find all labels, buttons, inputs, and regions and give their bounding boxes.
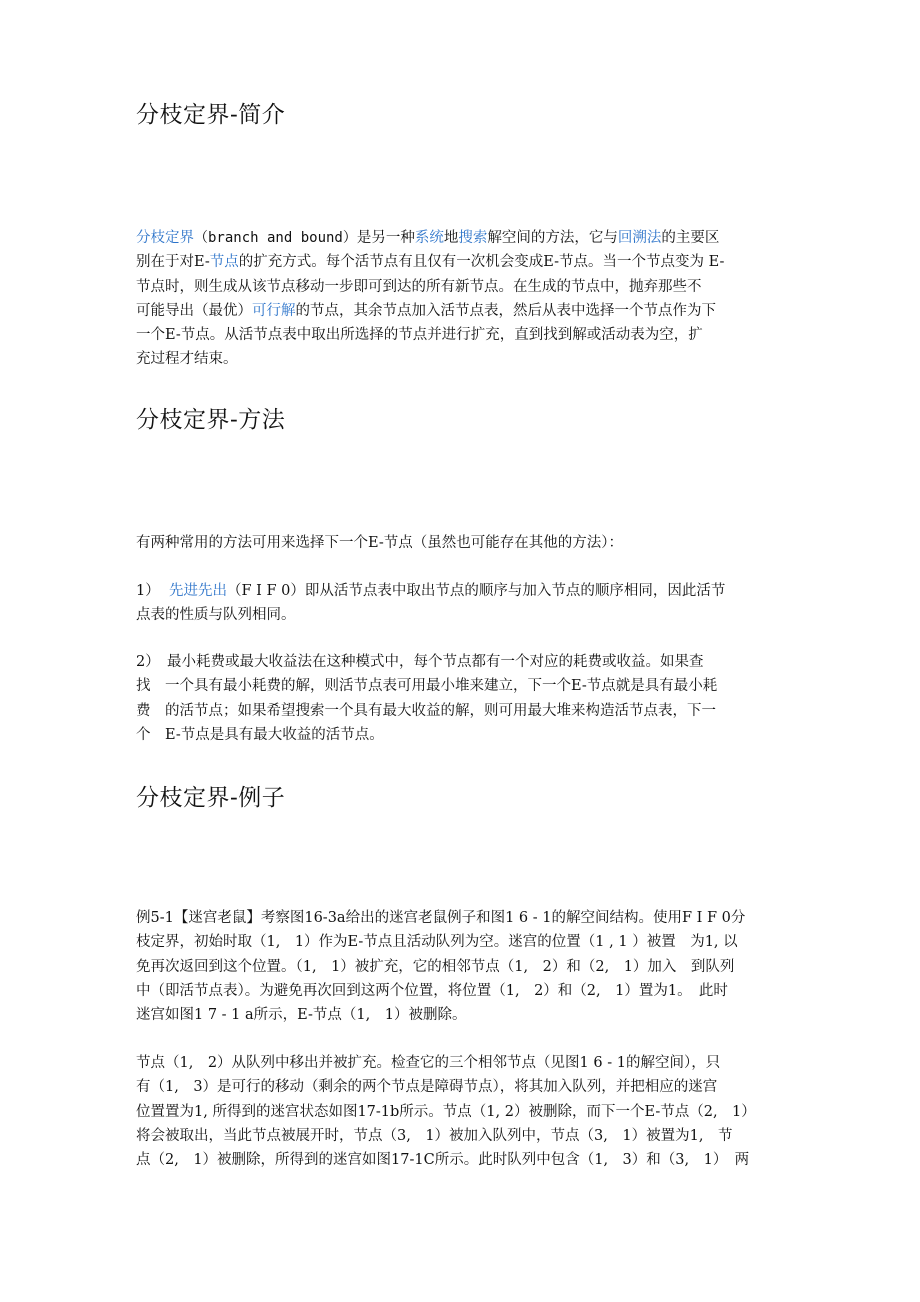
example2-line-3: 位置置为1, 所得到的迷宫状态如图17-1b所示。节点（1, 2）被删除，而下一个E-节点（2, 1） bbox=[136, 1103, 756, 1120]
example-paragraph-2 bbox=[136, 1051, 796, 1172]
text-segment: 地 bbox=[443, 230, 459, 246]
example1-line-5: 迷宫如图1 7 - 1 a所示，E-节点（1, 1）被删除。 bbox=[136, 1007, 467, 1024]
example-paragraph-1 bbox=[136, 906, 796, 1027]
example1-line-2: 枝定界，初始时取（1, 1）作为E-节点且活动队列为空。迷宫的位置（1 , 1 ）被置 为1, 以 bbox=[136, 934, 738, 951]
intro-line-3: 节点时，则生成从该节点移动一步即可到达的所有新节点。在生成的节点中，抛弃那些不 bbox=[136, 278, 702, 295]
example2-line-4: 将会被取出，当此节点被展开时，节点（3, 1）被加入队列中，节点（3, 1）被置为1, 节 bbox=[136, 1127, 733, 1144]
least-cost-line-1: 2） 最小耗费或最大收益法在这种模式中，每个节点都有一个对应的耗费或收益。如果查 bbox=[136, 654, 704, 670]
text-segment: （F I F 0）即从活节点表中取出节点的顺序与加入节点的顺序相同，因此活节 bbox=[226, 583, 726, 599]
least-cost-line-4: 个 E-节点是具有最大收益的活节点。 bbox=[136, 726, 384, 743]
intro-line-1 bbox=[136, 226, 796, 250]
section-title-method: 分枝定界-方法 bbox=[136, 407, 286, 433]
example2-line-5: 点（2, 1）被删除，所得到的迷宫如图17-1C所示。此时队列中包含（1, 3）和（3, 1） 两 bbox=[136, 1152, 750, 1169]
text-segment: 解空间的方法，它与 bbox=[487, 230, 618, 246]
method-paragraph-fifo bbox=[136, 579, 796, 628]
intro-line-4 bbox=[136, 299, 796, 323]
example2-line-1: 节点（1, 2）从队列中移出并被扩充。检查它的三个相邻节点（见图1 6 - 1的解空间），只 bbox=[136, 1055, 721, 1071]
intro-line-6: 充过程才结束。 bbox=[136, 351, 238, 368]
intro-paragraph bbox=[136, 226, 796, 372]
method-paragraph-1 bbox=[136, 531, 796, 555]
method-paragraph-least-cost bbox=[136, 650, 796, 747]
method-line-1: 有两种常用的方法可用来选择下一个E-节点（虽然也可能存在其他的方法）： bbox=[136, 535, 624, 551]
link-search[interactable]: 搜索 bbox=[458, 230, 488, 246]
text-segment: 的主要区 bbox=[661, 230, 720, 246]
text-segment: 别在于对E- bbox=[136, 254, 210, 271]
example2-line-2: 有（1, 3）是可行的移动（剩余的两个节点是障碍节点），将其加入队列，并把相应的迷宫 bbox=[136, 1079, 718, 1096]
list-number: 1） bbox=[136, 583, 160, 599]
example1-line-1: 例5-1【迷宫老鼠】考察图16-3a给出的迷宫老鼠例子和图1 6 - 1的解空间结构。使用F I F 0分 bbox=[136, 910, 746, 926]
text-segment: 是另一种 bbox=[356, 230, 415, 246]
example1-line-4: 中（即活节点表）。为避免再次回到这两个位置，将位置（1, 2）和（2, 1）置为1。 此时 bbox=[136, 982, 728, 999]
text-segment: 的节点，其余节点加入活节点表，然后从表中选择一个节点作为下 bbox=[295, 302, 716, 319]
link-branch-and-bound[interactable]: 分枝定界 bbox=[136, 230, 194, 246]
fifo-line-1 bbox=[136, 579, 796, 603]
text-segment: 可能导出（最优） bbox=[136, 302, 252, 319]
intro-line-2 bbox=[136, 250, 796, 274]
link-node[interactable]: 节点 bbox=[209, 254, 239, 271]
link-fifo[interactable]: 先进先出 bbox=[168, 583, 227, 599]
link-backtracking[interactable]: 回溯法 bbox=[617, 230, 662, 246]
least-cost-line-3: 费 的活节点；如果希望搜索一个具有最大收益的解，则可用最大堆来构造活节点表，下一 bbox=[136, 702, 716, 719]
intro-line-5: 一个E-节点。从活节点表中取出所选择的节点并进行扩充，直到找到解或活动表为空，扩 bbox=[136, 327, 703, 344]
link-feasible-solution[interactable]: 可行解 bbox=[252, 302, 296, 319]
link-system[interactable]: 系统 bbox=[414, 230, 444, 246]
section-title-example: 分枝定界-例子 bbox=[136, 785, 286, 811]
least-cost-line-2: 找 一个具有最小耗费的解，则活节点表可用最小堆来建立，下一个E-节点就是具有最小耗 bbox=[136, 678, 718, 695]
section-title-intro: 分枝定界-简介 bbox=[136, 102, 286, 128]
text-segment: （branch and bound） bbox=[194, 230, 357, 246]
fifo-line-2: 点表的性质与队列相同。 bbox=[136, 607, 296, 624]
example1-line-3: 免再次返回到这个位置。（1, 1）被扩充，它的相邻节点（1, 2）和（2, 1）加入 到队列 bbox=[136, 958, 735, 975]
text-segment: 的扩充方式。每个活节点有且仅有一次机会变成E-节点。当一个节点变为 E- bbox=[238, 254, 725, 271]
